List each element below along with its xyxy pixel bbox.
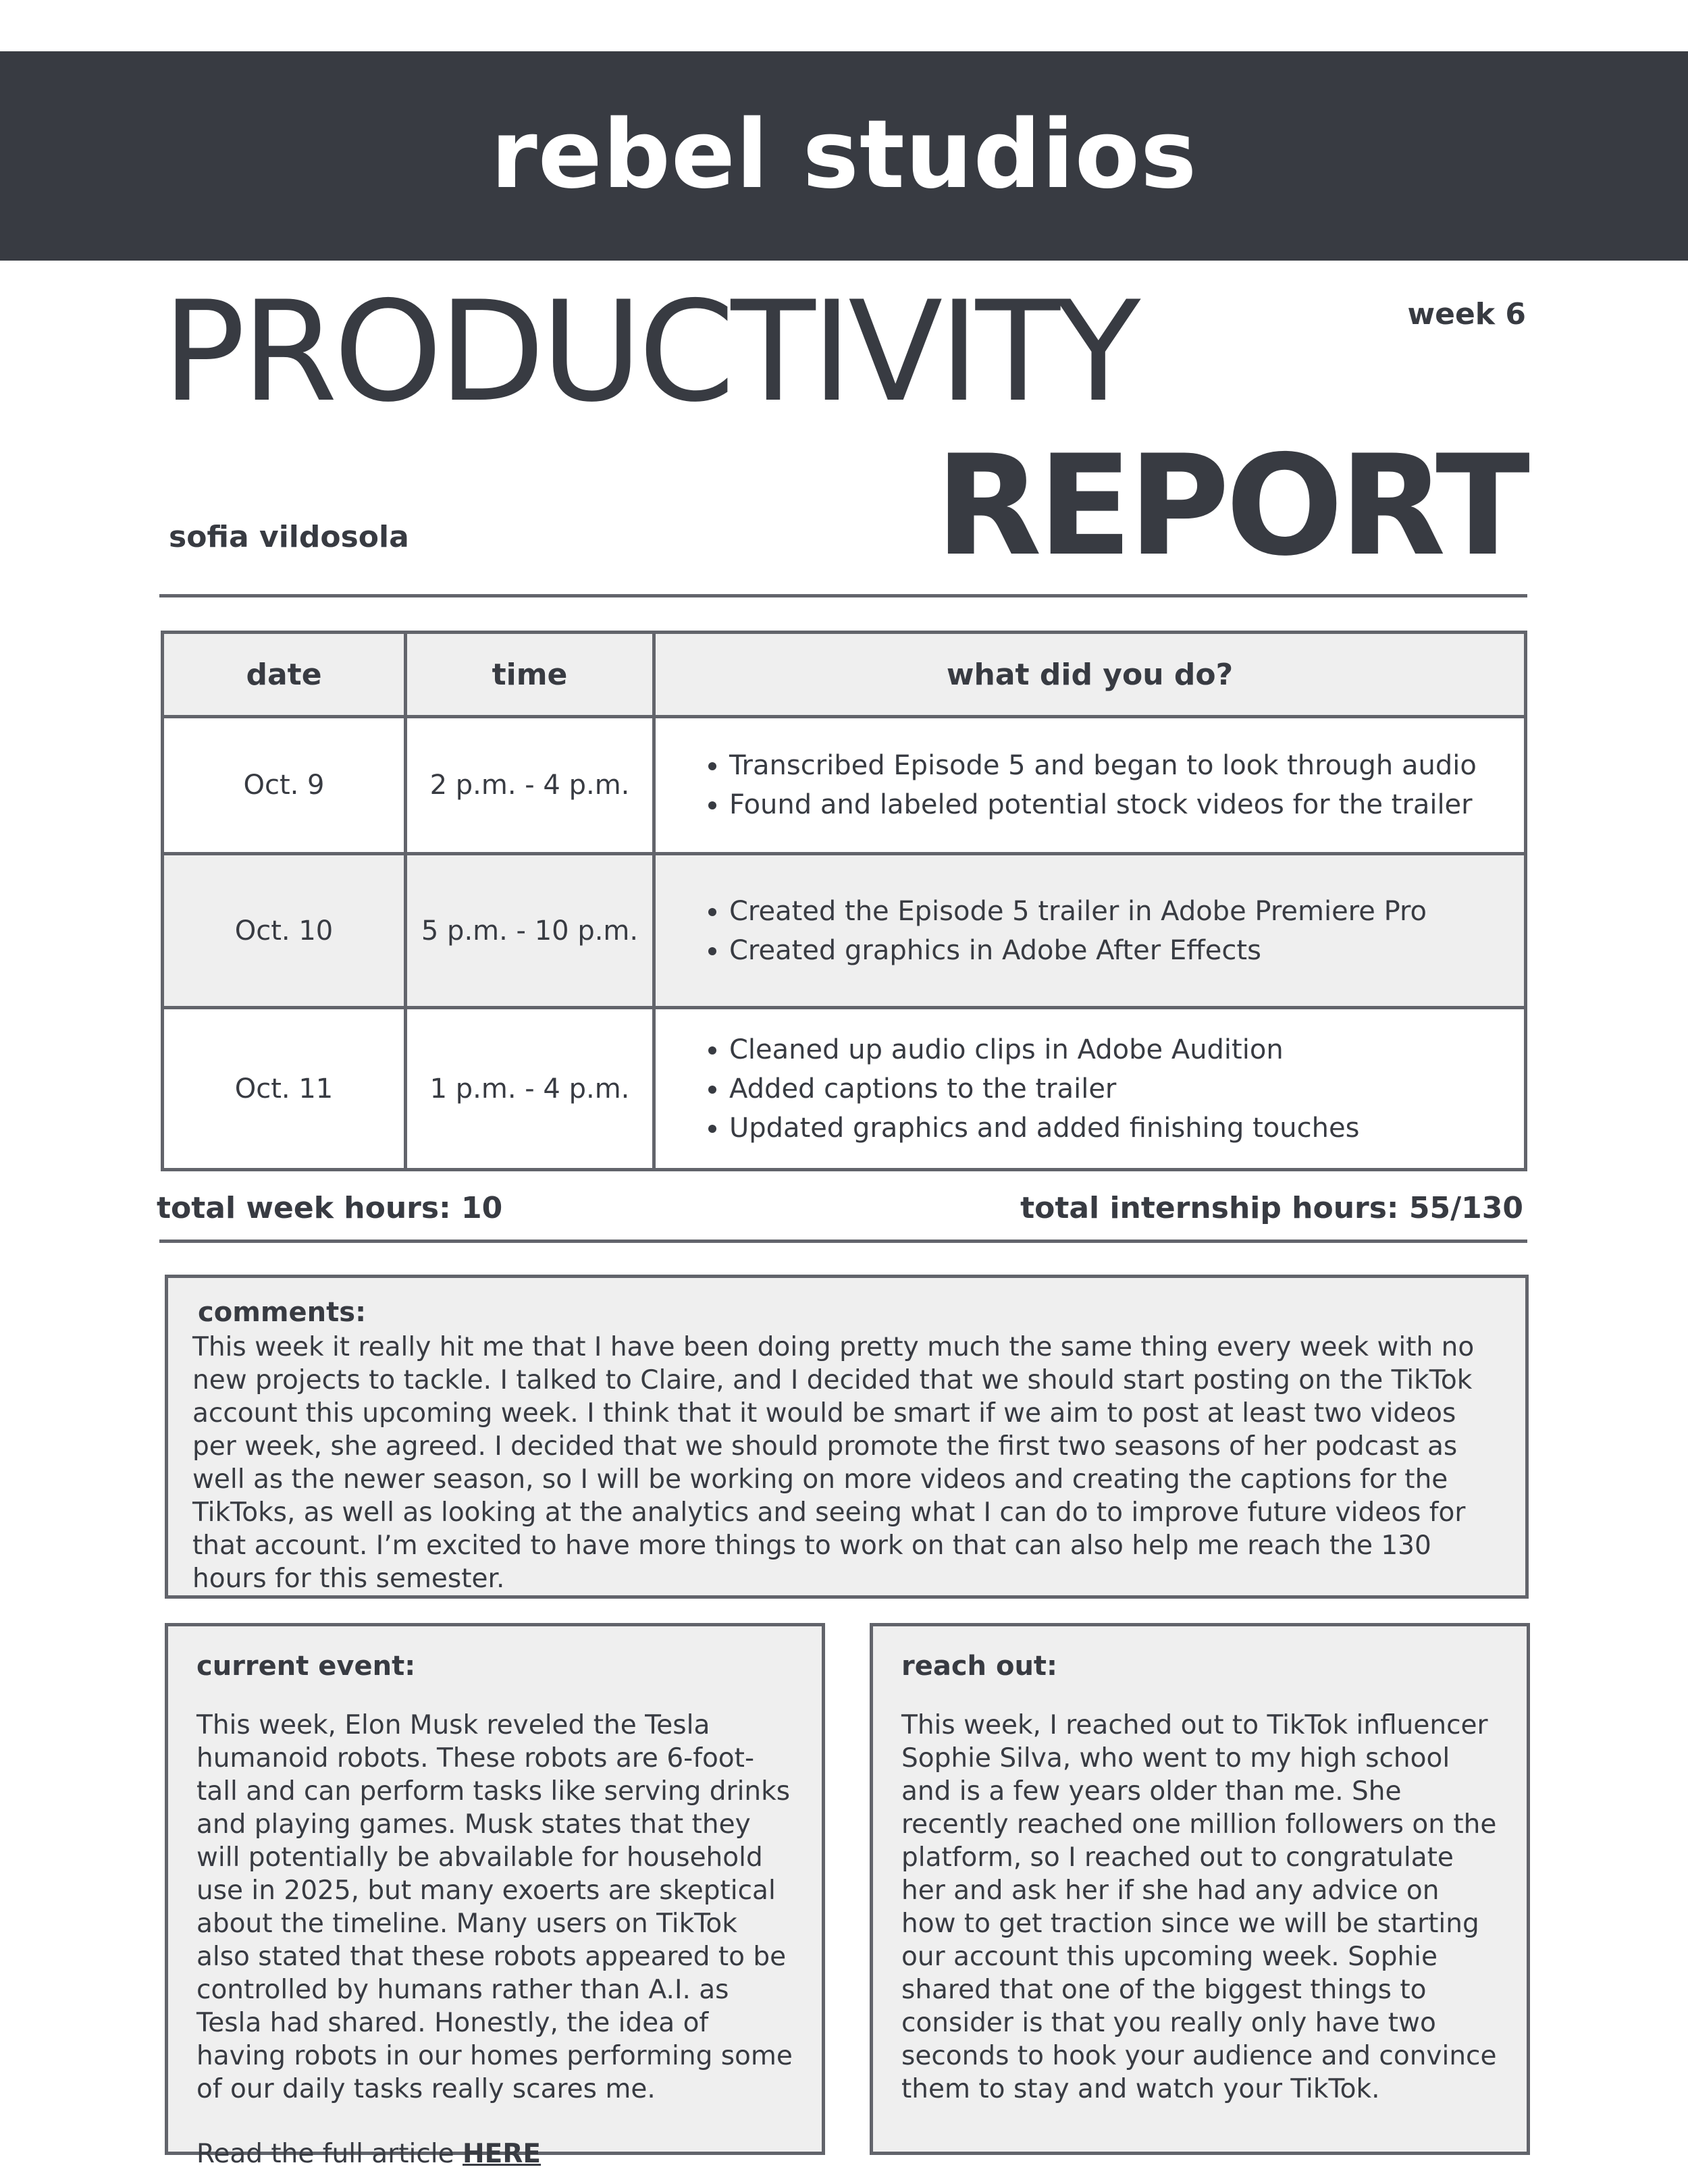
row-tasks [654,1008,1526,1170]
row-time: 1 p.m. - 4 p.m. [406,1008,654,1170]
current-event-panel [165,1623,825,2169]
header-time: time [406,633,654,717]
article-link[interactable]: HERE [463,2139,541,2169]
divider-bottom [159,1240,1527,1243]
header-tasks: what did you do? [654,633,1526,717]
current-event-heading: current event: [196,1651,416,1682]
table-header-row [163,633,1526,717]
report-title-line2: REPORT [935,426,1526,587]
total-week-hours: total week hours: 10 [157,1191,503,1225]
row-tasks [654,854,1526,1008]
row-date: Oct. 11 [163,1008,406,1170]
divider-top [159,594,1527,597]
report-title-line1: PRODUCTIVITY [162,272,1137,433]
row-date: Oct. 10 [163,854,406,1008]
task-item: • Added captions to the trailer [729,1069,1523,1109]
article-line [196,2139,795,2169]
current-event-text: This week, Elon Musk reveled the Tesla humanoid robots. These robots are 6-foot-tall and can perform tasks like serving drinks and playing games. Musk states that they will potentially be abvailable for household use in 2025, but many exoerts are skeptical about the timeline. Many users on TikTok also stated that these robots appeared to be controlled by humans rather than A.I. as Tesla had shared. Honestly, the idea of having robots in our homes performing some of our daily tasks really scares me. [196,1710,793,2104]
row-time: 5 p.m. - 10 p.m. [406,854,654,1008]
header-date: date [163,633,406,717]
table-row [163,1008,1526,1170]
comments-heading: comments: [198,1297,367,1328]
reach-out-heading: reach out: [901,1651,1058,1682]
week-label: week 6 [1407,297,1526,331]
table-row [163,854,1526,1008]
article-prefix: Read the full article [196,2139,463,2169]
activity-table [161,631,1527,1171]
task-item: • Created the Episode 5 trailer in Adobe Premiere Pro [729,892,1523,931]
task-item: • Found and labeled potential stock videos for the trailer [729,785,1523,824]
row-tasks [654,717,1526,854]
table-row [163,717,1526,854]
comments-panel [165,1275,1529,1599]
task-item: • Created graphics in Adobe After Effects [729,931,1523,970]
brand-name: rebel studios [490,100,1198,210]
reach-out-text: This week, I reached out to TikTok influencer Sophie Silva, who went to my high school and is a few years older than me. She recently reached one million followers on the platform, so I reached out to congratulate her and ask her if she had any advice on how to get traction since we will be starting our account this upcoming week. Sophie shared that one of the biggest things to consider is that you really only have two seconds to hook your audience and convince them to stay and watch your TikTok. [901,1710,1497,2104]
row-time: 2 p.m. - 4 p.m. [406,717,654,854]
comments-text: This week it really hit me that I have been doing pretty much the same thing every week with no new projects to tackle. I talked to Claire, and I decided that we should start posting on the TikTok account this upcoming week. I think that it would be smart if we aim to post at least two videos per week, she agreed. I decided that we should promote the first two seasons of her podcast as well as the newer season, so I will be working on more videos and creating the captions for the TikToks, as well as looking at the analytics and seeing what I can do to improve future videos for that account. I’m excited to have more things to work on that can also help me reach the 130 hours for this semester. [192,1332,1475,1594]
reach-out-panel [870,1623,1530,2155]
task-item: • Cleaned up audio clips in Adobe Audition [729,1030,1523,1069]
total-internship-hours: total internship hours: 55/130 [1020,1191,1523,1225]
task-item: • Transcribed Episode 5 and began to look through audio [729,746,1523,785]
row-date: Oct. 9 [163,717,406,854]
author-name: sofia vildosola [169,520,409,554]
task-item: • Updated graphics and added finishing touches [729,1109,1523,1148]
